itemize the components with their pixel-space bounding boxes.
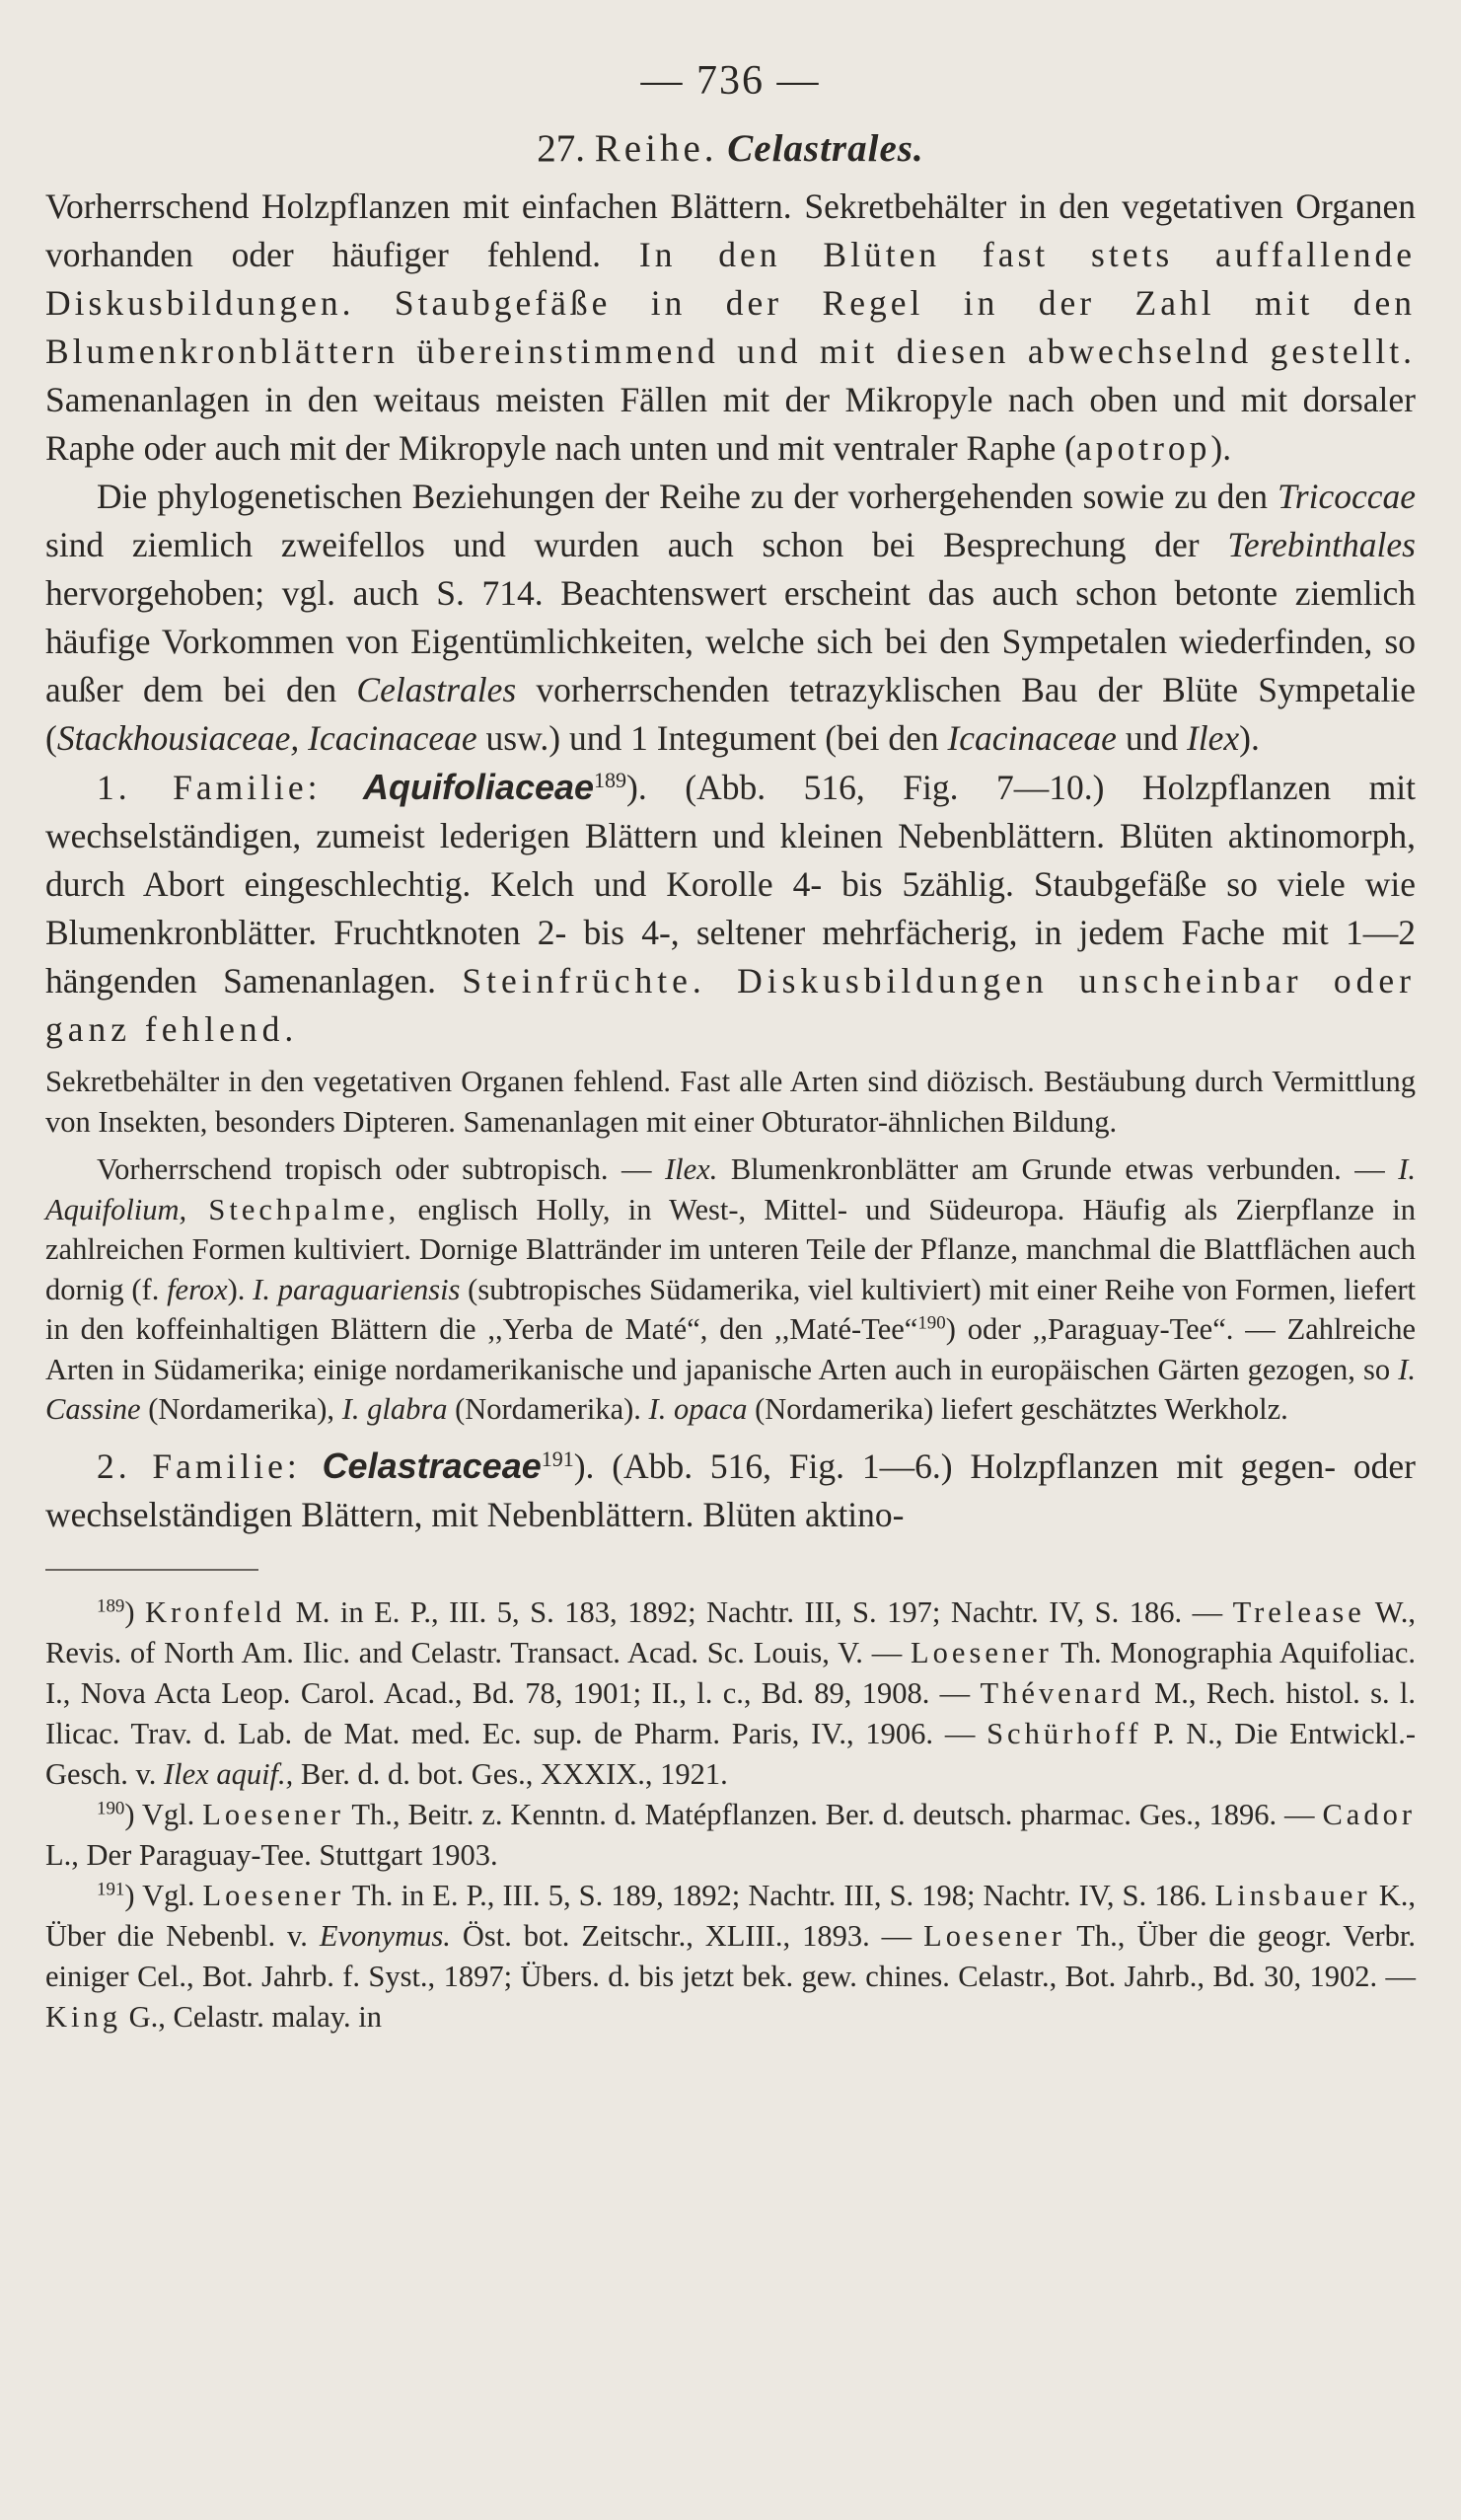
author-name: King: [45, 1999, 121, 2034]
chapter-label: Reihe.: [594, 127, 718, 170]
text-run: ). (Abb. 516, Fig. 7—10.) Holzpflanzen mit wechselständigen, zumeist lederigen Blättern und kleinen Nebenblättern. Blüten aktinomorph, durch Abort eingeschlechtig. Kelch und Korolle 4- bis 5zählig. Staubgefäße so viele wie Blumenkronblätter. Fruchtknoten 2- bis 4-, seltener mehrfächerig, in jedem Fache mit 1—2 hängenden Samenanlagen.: [45, 768, 1416, 1001]
phylogeny-paragraph: [45, 473, 1416, 763]
chapter-number: 27.: [537, 127, 586, 170]
taxon-name: Ilex: [1186, 718, 1240, 758]
text-run: K., Über die Nebenbl. v.: [45, 1878, 1417, 1953]
author-name: Trelease: [1232, 1594, 1365, 1629]
small-paragraph-secretion: [45, 1062, 1416, 1142]
text-run: Vorherrschend tropisch oder subtropisch. —: [97, 1152, 665, 1186]
footnote-number: 190: [97, 1798, 125, 1819]
small-paragraph-ilex: [45, 1149, 1416, 1430]
footnote-divider: [45, 1569, 258, 1571]
text-run: Vgl.: [141, 1797, 203, 1831]
text-run: ) oder ,,Paraguay-Tee“. — Zahlreiche Arten in Südamerika; einige nordamerikanische und japanische Arten auch in europäischen Gärten gezogen, so: [45, 1312, 1416, 1386]
text-run: M., Rech. histol. s. l. Ilicac. Trav. d. Lab. de Mat. med. Ec. sup. de Pharm. Paris, IV., 1906. —: [45, 1675, 1416, 1750]
taxon-name: I. opaca: [648, 1392, 748, 1426]
taxon-name: Celastrales: [356, 670, 517, 709]
author-name: Kronfeld: [145, 1594, 286, 1629]
author-name: Loesener: [923, 1918, 1065, 1953]
text-run: Öst. bot. Zeitschr., XLIII., 1893. —: [450, 1918, 924, 1953]
family-label: 2. Familie:: [97, 1445, 323, 1486]
page-number: — 736 —: [640, 58, 821, 104]
taxon-name: Tricoccae: [1278, 477, 1416, 516]
spaced-text-run: apotrop: [1075, 428, 1211, 468]
author-name: Linsbauer: [1214, 1878, 1371, 1912]
taxon-name: I. paraguariensis: [253, 1272, 461, 1306]
text-run: Samenanlagen in den weitaus meisten Fällen mit der Mikropyle nach oben und mit dorsaler Raphe oder auch mit der Mikropyle nach unten und mit ventraler Raphe (: [45, 380, 1416, 468]
footnote-190: $^{190}$) Vgl. Loesener Th., Beitr. z. Kenntn. d. Matépflanzen. Ber. d. deutsch. pharmac. Ges., 1896. — Cador L., Der Paraguay-Tee. Stuttgart 1903.: [45, 1797, 1416, 1872]
author-name: Schürhoff: [986, 1716, 1142, 1750]
text-run: (Nordamerika) liefert geschätztes Werkholz.: [747, 1392, 1288, 1426]
taxon-name: Evonymus.: [319, 1918, 451, 1953]
taxon-name: I. Aquifolium,: [45, 1152, 1416, 1226]
author-name: Loesener: [911, 1635, 1053, 1669]
footnote-ref: 189: [594, 767, 627, 792]
author-name: Loesener: [202, 1878, 345, 1912]
text-run: M. in E. P., III. 5, S. 183, 1892; Nachtr. III, S. 197; Nachtr. IV, S. 186. —: [285, 1594, 1233, 1629]
chapter-name: Celastrales.: [727, 127, 924, 170]
taxon-name: Ilex.: [664, 1152, 718, 1186]
text-run: (subtropisches Südamerika, viel kultiviert) mit einer Reihe von Formen, liefert in den koffeinhaltigen Blättern die ,,Yerba de Maté“, den ,,Maté-Tee“: [45, 1272, 1416, 1346]
taxon-name: I. glabra: [341, 1392, 448, 1426]
footnote-189: $^{189}$) Kronfeld M. in E. P., III. 5, S. 183, 1892; Nachtr. III, S. 197; Nachtr. IV, S. 186. — Trelease W., Revis. of North Am. Ilic. and Celastr. Transact. Acad. Sc. Louis, V. — Loesener Th. Monographia Aquifoliac. I., Nova Acta Leop. Carol. Acad., Bd. 78, 1901; II., l. c., Bd. 89, 1908. — Thévenard M., Rech. histol. s. l. Ilicac. Trav. d. Lab. de Mat. med. Ec. sup. de Pharm. Paris, IV., 1906. — Schürhoff P. N., Die Entwickl.-Gesch. v. Ilex aquif., Ber. d. d. bot. Ges., XXXIX., 1921.: [45, 1594, 1416, 1791]
text-run: Ber. d. d. bot. Ges., XXXIX., 1921.: [293, 1756, 728, 1791]
family-label: 1. Familie:: [97, 768, 363, 807]
footnote-number: 189: [97, 1595, 125, 1617]
family-aquifoliaceae-paragraph: [45, 763, 1416, 1054]
author-name: Cador: [1322, 1797, 1416, 1831]
author-name: Thévenard: [980, 1675, 1144, 1710]
family-celastraceae-paragraph: [45, 1442, 1416, 1539]
text-run: sind ziemlich zweifellos und wurden auch schon bei Besprechung der: [45, 525, 1228, 564]
taxon-name: Ilex aquif.,: [164, 1756, 294, 1791]
text-run: und: [1116, 718, 1187, 758]
text-run: usw.) und 1 Integument (bei den: [476, 718, 948, 758]
text-run: ).: [227, 1272, 254, 1306]
text-run: Th. in E. P., III. 5, S. 189, 1892; Nachtr. III, S. 198; Nachtr. IV, S. 186.: [344, 1878, 1215, 1912]
footnote-ref: 191: [541, 1445, 574, 1471]
taxon-name: I. Cassine: [45, 1352, 1416, 1426]
spaced-text-run: Stechpalme,: [186, 1192, 401, 1226]
text-run: Die phylogenetischen Beziehungen der Reihe zu der vorhergehenden sowie zu den: [97, 477, 1278, 516]
family-name: Aquifoliaceae: [362, 767, 595, 807]
text-run: englisch Holly, in West-, Mittel- und Südeuropa. Häufig als Zierpflanze in zahlreichen Formen kultiviert. Dornige Blattränder im unteren Teile der Pflanze, manchmal die Blattflächen auch dornig (f.: [45, 1192, 1416, 1306]
taxon-name: Icacinaceae: [947, 718, 1117, 758]
spaced-text-run: Steinfrüchte. Diskusbildungen unscheinbar oder ganz fehlend.: [45, 961, 1416, 1049]
text-run: W., Revis. of North Am. Ilic. and Celastr. Transact. Acad. Sc. Louis, V. —: [45, 1594, 1416, 1669]
text-run: Th., Beitr. z. Kenntn. d. Matépflanzen. Ber. d. deutsch. pharmac. Ges., 1896. —: [344, 1797, 1323, 1831]
text-run: Th., Über die geogr. Verbr. einiger Cel., Bot. Jahrb. f. Syst., 1897; Übers. d. bis jetzt bek. gew. chines. Celastr., Bot. Jahrb., Bd. 30, 1902. —: [45, 1918, 1416, 1993]
taxon-name: Stackhousiaceae, Icacinaceae: [56, 718, 477, 758]
text-run: ). (Abb. 516, Fig. 1—6.) Holzpflanzen mit gegen- oder wechselständigen Blättern, mit Nebenblättern. Blüten aktino-: [45, 1445, 1416, 1534]
text-run: vorherrschenden tetrazyklischen Bau der Blüte Sympetalie (: [45, 670, 1416, 758]
text-run: ).: [1239, 718, 1260, 758]
spaced-text-run: In den Blüten fast stets auffallende Diskusbildungen. Staubgefäße in der Regel in der Zahl mit den Blumenkronblättern übereinstimmend und mit diesen abwechselnd gestellt.: [45, 235, 1416, 371]
text-run: (Nordamerika).: [447, 1392, 649, 1426]
footnote-ref: 190: [917, 1312, 946, 1334]
chapter-heading: [45, 126, 1416, 171]
text-run: Vgl.: [142, 1878, 203, 1912]
text-run: Th. Monographia Aquifoliac. I., Nova Acta Leop. Carol. Acad., Bd. 78, 1901; II., l. c., Bd. 89, 1908. —: [45, 1635, 1416, 1710]
text-run: Blumenkronblätter am Grunde etwas verbunden. —: [717, 1152, 1399, 1186]
footnote-number: 191: [97, 1879, 125, 1900]
text-run: hervorgehoben; vgl. auch S. 714. Beachtenswert erscheint das auch schon betonte ziemlich häufige Vorkommen von Eigentümlichkeiten, welche sich bei den Sympetalen wiederfinden, so außer dem bei den: [45, 573, 1416, 709]
family-name: Celastraceae: [322, 1445, 542, 1486]
text-run: (Nordamerika),: [140, 1392, 342, 1426]
text-run: ).: [1210, 428, 1232, 468]
footnotes: [45, 1593, 1416, 2038]
author-name: Loesener: [202, 1797, 344, 1831]
text-run: G., Celastr. malay. in: [121, 1999, 383, 2034]
text-run: L., Der Paraguay-Tee. Stuttgart 1903.: [45, 1837, 498, 1872]
taxon-name: Terebinthales: [1227, 525, 1416, 564]
text-run: Sekretbehälter in den vegetativen Organen fehlend. Fast alle Arten sind diözisch. Bestäubung durch Vermittlung von Insekten, besonders Dipteren. Samenanlagen mit einer Obturator-ähnlichen Bildung.: [45, 1065, 1416, 1139]
text-run: P. N., Die Entwickl.-Gesch. v.: [45, 1716, 1416, 1791]
intro-paragraph: [45, 183, 1416, 473]
footnote-191: $^{191}$) Vgl. Loesener Th. in E. P., III. 5, S. 189, 1892; Nachtr. III, S. 198; Nachtr. IV, S. 186. Linsbauer K., Über die Nebenbl. v. Evonymus. Öst. bot. Zeitschr., XLIII., 1893. — Loesener Th., Über die geogr. Verbr. einiger Cel., Bot. Jahrb. f. Syst., 1897; Übers. d. bis jetzt bek. gew. chines. Celastr., Bot. Jahrb., Bd. 30, 1902. — King G., Celastr. malay. in: [45, 1878, 1417, 2034]
text-run: Vorherrschend Holzpflanzen mit einfachen Blättern. Sekretbehälter in den vegetativen Organen vorhanden oder häufiger fehlend.: [45, 186, 1416, 274]
taxon-name: ferox: [167, 1272, 228, 1306]
